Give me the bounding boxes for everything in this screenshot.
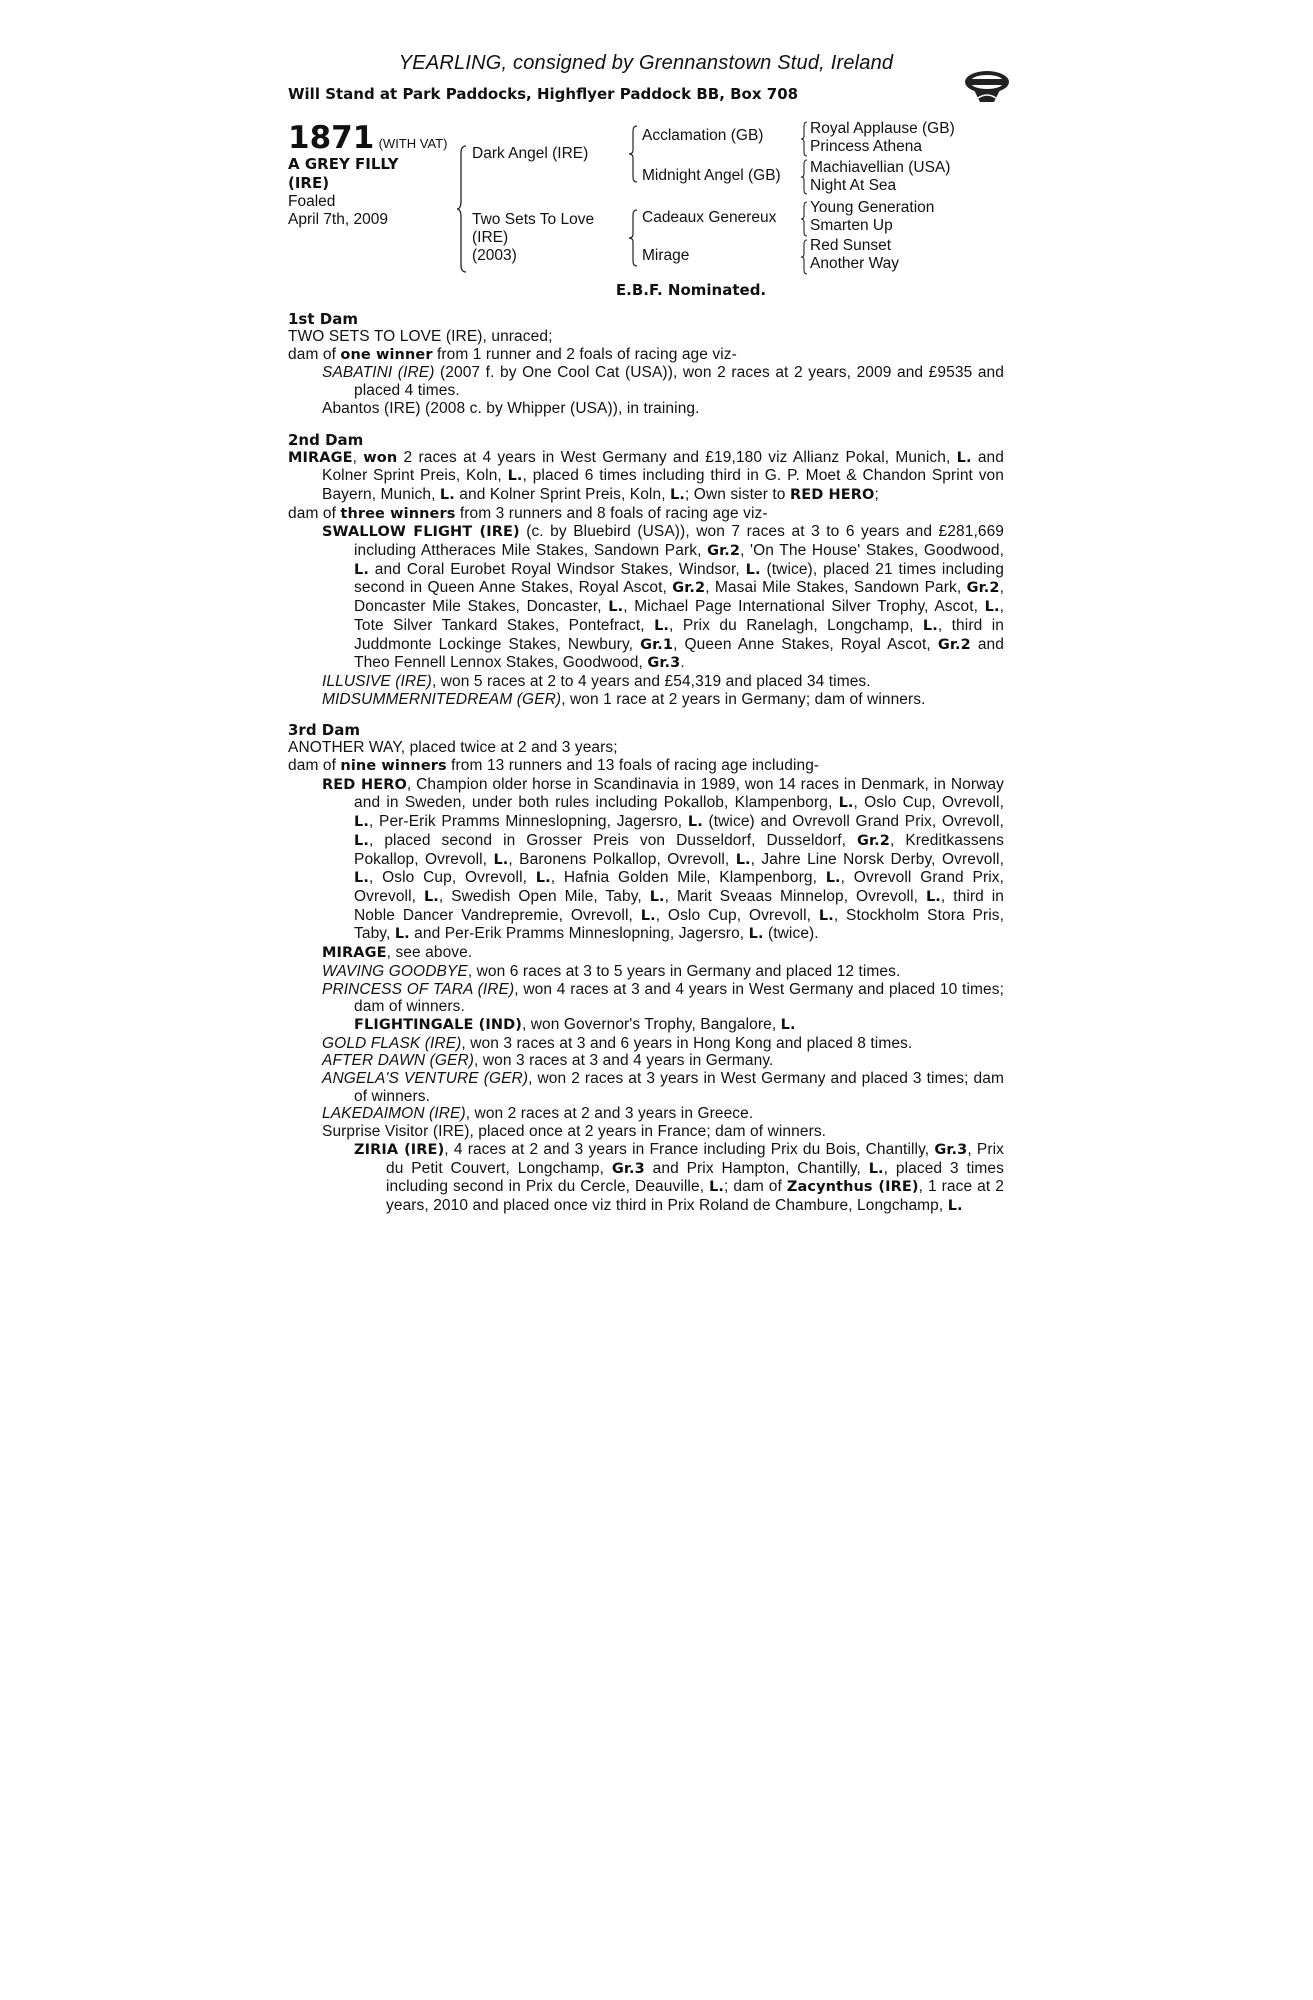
lot-country: (IRE): [288, 174, 330, 192]
brace-ss: [800, 121, 808, 157]
section-heading: 2nd Dam: [288, 430, 364, 449]
pedigree-table: [288, 121, 1004, 297]
dam-line-3: (2003): [472, 247, 517, 264]
dam-line-2: (IRE): [472, 229, 509, 246]
produce-entry: AFTER DAWN (GER), won 3 races at 3 and 4 years in Germany.: [322, 1052, 774, 1070]
produce-entry: PRINCESS OF TARA (IRE), won 4 races at 3 and 4 years in West Germany and placed 10 times; dam of winners.: [322, 980, 1004, 1016]
produce-entry: Abantos (IRE) (2008 c. by Whipper (USA)), in training.: [322, 399, 700, 417]
produce-entry: MIDSUMMERNITEDREAM (GER), won 1 race at 2 years in Germany; dam of winners.: [322, 690, 926, 708]
section-heading: 3rd Dam: [288, 721, 360, 740]
pedigree-brace: [456, 145, 468, 273]
produce-entry: RED HERO, Champion older horse in Scandinavia in 1989, won 14 races in Denmark, in Norway and in Sweden, under both rules including Pokallob, Klampenborg, L., Oslo Cup, Ovrevoll, L., Per-Erik Pramms Minneslopning, Jagersro, L. (twice) and Ovrevoll Grand Prix, Ovrevoll, L., placed second in Grosser Preis von Dusseldorf, Dusseldorf, Gr.2, Kreditkassens Pokallop, Ovrevoll, L., Baronens Polkallop, Ovrevoll, L., Jahre Line Norsk Derby, Ovrevoll, L., Oslo Cup, Ovrevoll, L., Hafnia Golden Mile, Klampenborg, L., Ovrevoll Grand Prix, Ovrevoll, L., Swedish Open Mile, Taby, L., Marit Sveaas Minnelop, Ovrevoll, L., third in Noble Dancer Vandrepremie, Ovrevoll, L., Oslo Cup, Ovrevoll, L., Stockholm Stora Pris, Taby, L. and Per-Erik Pramms Minneslopning, Jagersro, L. (twice).: [322, 775, 1005, 943]
second-dam-section: [288, 432, 1004, 709]
produce-entry: GOLD FLASK (IRE), won 3 races at 3 and 6 years in Hong Kong and placed 8 times.: [322, 1034, 913, 1052]
sire-brace: [628, 125, 638, 183]
dam-sire-dam: Smarten Up: [810, 217, 893, 234]
dam-brace: [628, 209, 638, 267]
dam-dam-sire: Red Sunset: [810, 237, 891, 254]
produce-entry: LAKEDAIMON (IRE), won 2 races at 2 and 3 years in Greece.: [322, 1105, 754, 1123]
sire: Dark Angel (IRE): [472, 145, 589, 162]
produce-entry: Surprise Visitor (IRE), placed once at 2 years in France; dam of winners.: [322, 1123, 827, 1141]
lot-description: A GREY FILLY: [288, 155, 399, 173]
produce-entry: SWALLOW FLIGHT (IRE) (c. by Bluebird (USA)), won 7 races at 3 to 6 years and £281,669 including Attheraces Mile Stakes, Sandown Park, Gr.2, 'On The House' Stakes, Goodwood, L. and Coral Eurobet Royal Windsor Stakes, Windsor, L. (twice), placed 21 times including second in Queen Anne Stakes, Royal Ascot, Gr.2, Masai Mile Stakes, Sandown Park, Gr.2, Doncaster Mile Stakes, Doncaster, L., Michael Page International Silver Trophy, Ascot, L., Tote Silver Tankard Stakes, Pontefract, L., Prix du Ranelagh, Longchamp, L., third in Juddmonte Lockinge Stakes, Newbury, Gr.1, Queen Anne Stakes, Royal Ascot, Gr.2 and Theo Fennell Lennox Stakes, Goodwood, Gr.3.: [322, 523, 1005, 672]
dam-produce-summary: dam of one winner from 1 runner and 2 foals of racing age viz-: [288, 345, 737, 363]
produce-entry: ANGELA'S VENTURE (GER), won 2 races at 3 years in West Germany and placed 3 times; dam of winners.: [322, 1070, 1004, 1105]
sire-sire-sire: Royal Applause (GB): [810, 120, 955, 137]
dam-summary: TWO SETS TO LOVE (IRE), unraced;: [288, 328, 553, 345]
produce-entry: ILLUSIVE (IRE), won 5 races at 2 to 4 years and £54,319 and placed 34 times.: [322, 672, 871, 690]
dam-dam-dam: Another Way: [810, 255, 900, 272]
first-dam-section: [288, 311, 1004, 418]
brace-sd: [800, 159, 808, 195]
produce-sub-entry: FLIGHTINGALE (IND), won Governor's Trophy, Bangalore, L.: [354, 1015, 796, 1033]
produce-sub-entry: ZIRIA (IRE), 4 races at 2 and 3 years in France including Prix du Bois, Chantilly, Gr.3, Prix du Petit Couvert, Longchamp, Gr.3 and Prix Hampton, Chantilly, L., placed 3 times including second in Prix du Cercle, Deauville, L.; dam of Zacynthus (IRE), 1 race at 2 years, 2010 and placed once viz third in Prix Roland de Chambure, Longchamp, L.: [354, 1140, 1004, 1214]
produce-entry: SABATINI (IRE) (2007 f. by One Cool Cat (USA)), won 2 races at 2 years, 2009 and £9535 and placed 4 times.: [322, 364, 1004, 400]
sire-sire: Acclamation (GB): [642, 127, 764, 144]
produce-entry: MIRAGE, see above.: [322, 944, 473, 962]
produce-entry: WAVING GOODBYE, won 6 races at 3 to 5 years in Germany and placed 12 times.: [322, 962, 901, 980]
vat-note: (WITH VAT): [378, 136, 448, 151]
dam-produce-summary: dam of three winners from 3 runners and 8 foals of racing age viz-: [288, 504, 768, 522]
foaled-label: Foaled: [288, 193, 336, 210]
dam-sire: Cadeaux Genereux: [642, 209, 777, 226]
brace-ds: [800, 201, 808, 237]
dam-dam: Mirage: [642, 247, 690, 264]
catalogue-page: [288, 52, 1004, 1216]
stand-location: Will Stand at Park Paddocks, Highflyer Paddock BB, Box 708: [288, 85, 799, 103]
lot-number: 1871: [288, 120, 375, 156]
dam-summary: ANOTHER WAY, placed twice at 2 and 3 years;: [288, 739, 618, 757]
brace-dd: [800, 239, 808, 275]
dam-sire-sire: Young Generation: [810, 199, 935, 216]
foaled-date: April 7th, 2009: [288, 211, 388, 228]
sire-sire-dam: Princess Athena: [810, 138, 923, 155]
third-dam-section: [288, 722, 1004, 1215]
dam-summary: MIRAGE, won 2 races at 4 years in West Germany and £19,180 viz Allianz Pokal, Munich, L. and Kolner Sprint Preis, Koln, L., placed 6 times including third in G. P. Moet & Chandon Sprint von Bayern, Munich, L. and Kolner Sprint Preis, Koln, L.; Own sister to RED HERO;: [288, 448, 1005, 503]
page-title: YEARLING, consigned by Grennanstown Stud, Ireland: [398, 52, 894, 74]
dam-line-1: Two Sets To Love: [472, 211, 595, 228]
ebf-nomination: E.B.F. Nominated.: [615, 281, 767, 299]
sire-dam-sire: Machiavellian (USA): [810, 159, 951, 176]
dam-produce-summary: dam of nine winners from 13 runners and 13 foals of racing age including-: [288, 757, 820, 775]
sire-dam: Midnight Angel (GB): [642, 167, 781, 184]
section-heading: 1st Dam: [288, 310, 358, 328]
sire-dam-dam: Night At Sea: [810, 177, 897, 194]
